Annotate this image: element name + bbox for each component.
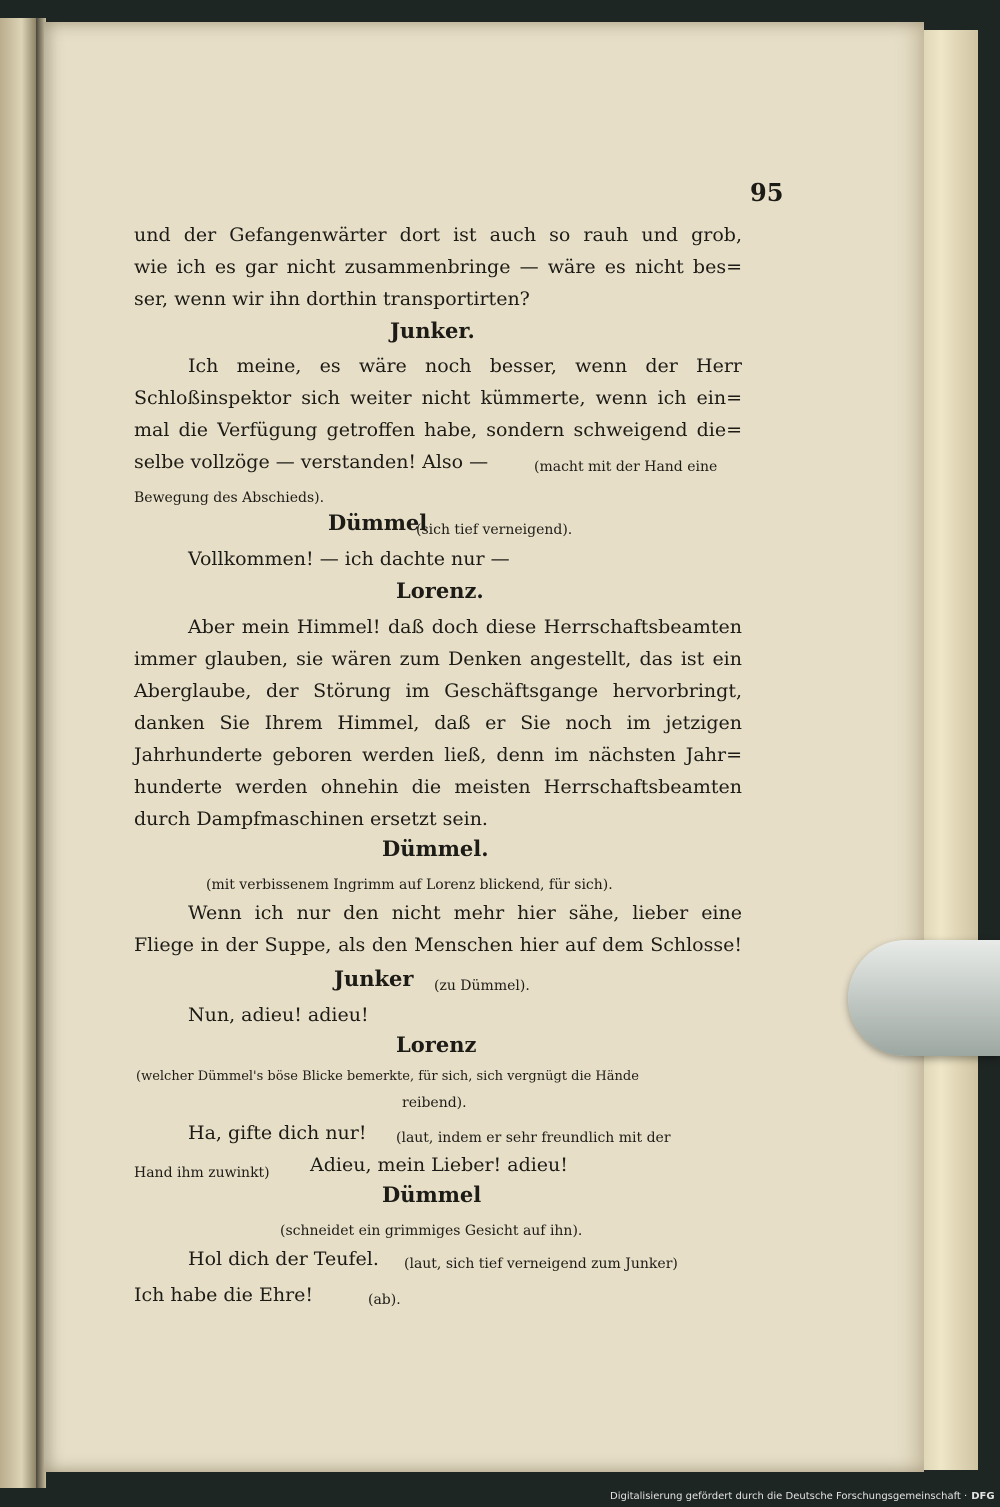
text-line: mal die Verfügung getroffen habe, sondern schweigend die=: [134, 419, 742, 441]
text-line: Schloßinspektor sich weiter nicht kümmerte, wenn ich ein=: [134, 387, 742, 409]
stage-direction: (laut, sich tief verneigend zum Junker): [404, 1256, 678, 1272]
speaker-heading: Junker.: [390, 318, 475, 343]
stage-direction: (welcher Dümmel's böse Blicke bemerkte, für sich, sich vergnügt die Hände: [136, 1069, 639, 1084]
stage-direction: (laut, indem er sehr freundlich mit der: [396, 1130, 671, 1146]
page-stack-edge: [916, 30, 978, 1470]
previous-page-edge: [0, 18, 36, 1488]
text-line: selbe vollzöge — verstanden! Also —: [134, 451, 489, 473]
stage-direction: reibend).: [402, 1095, 467, 1111]
stage-direction: (schneidet ein grimmiges Gesicht auf ihn).: [280, 1223, 583, 1239]
stage-direction: Bewegung des Abschieds).: [134, 490, 325, 506]
page-clip: [848, 940, 1000, 1056]
text-line: wie ich es gar nicht zusammenbringe — wäre es nicht bes=: [134, 256, 742, 278]
text-line: Vollkommen! — ich dachte nur —: [188, 548, 510, 570]
text-line: Ich habe die Ehre!: [134, 1284, 314, 1306]
funding-notice: Digitalisierung gefördert durch die Deutsche Forschungsgemeinschaft ·: [610, 1491, 968, 1502]
text-line: ser, wenn wir ihn dorthin transportirten?: [134, 288, 530, 310]
speaker-heading: Dümmel: [382, 1182, 482, 1207]
text-line: Fliege in der Suppe, als den Menschen hier auf dem Schlosse!: [134, 934, 742, 956]
speaker-heading: Lorenz: [396, 1032, 477, 1057]
text-line: und der Gefangenwärter dort ist auch so rauh und grob,: [134, 224, 742, 246]
text-line: Ha, gifte dich nur!: [188, 1122, 367, 1144]
stage-direction: (mit verbissenem Ingrimm auf Lorenz blickend, für sich).: [206, 877, 613, 893]
text-line: danken Sie Ihrem Himmel, daß er Sie noch im jetzigen: [134, 712, 742, 734]
stage-direction: Hand ihm zuwinkt): [134, 1165, 270, 1181]
dfg-logo: DFG: [971, 1491, 995, 1502]
text-line: Nun, adieu! adieu!: [188, 1004, 369, 1026]
speaker-heading: Dümmel: [328, 510, 428, 535]
speaker-heading: Lorenz.: [396, 578, 484, 603]
book-page: [44, 22, 924, 1472]
page-number: 95: [750, 178, 784, 207]
text-line: Adieu, mein Lieber! adieu!: [310, 1154, 568, 1176]
speaker-heading: Junker: [334, 966, 414, 991]
speaker-heading: Dümmel.: [382, 836, 489, 861]
text-line: Aber mein Himmel! daß doch diese Herrschaftsbeamten: [188, 616, 742, 638]
stage-direction: (macht mit der Hand eine: [534, 459, 718, 475]
dfg-footer: [610, 1491, 995, 1502]
text-line: immer glauben, sie wären zum Denken angestellt, das ist ein: [134, 648, 742, 670]
stage-direction: (sich tief verneigend).: [416, 522, 573, 538]
text-line: durch Dampfmaschinen ersetzt sein.: [134, 808, 488, 830]
text-line: Jahrhunderte geboren werden ließ, denn im nächsten Jahr=: [134, 744, 742, 766]
text-line: Wenn ich nur den nicht mehr hier sähe, lieber eine: [188, 902, 742, 924]
text-line: Hol dich der Teufel.: [188, 1248, 379, 1270]
text-line: Ich meine, es wäre noch besser, wenn der Herr: [188, 355, 742, 377]
stage-direction: (ab).: [368, 1292, 401, 1308]
stage-direction: (zu Dümmel).: [434, 978, 530, 994]
text-line: Aberglaube, der Störung im Geschäftsgange hervorbringt,: [134, 680, 742, 702]
text-line: hunderte werden ohnehin die meisten Herrschaftsbeamten: [134, 776, 742, 798]
